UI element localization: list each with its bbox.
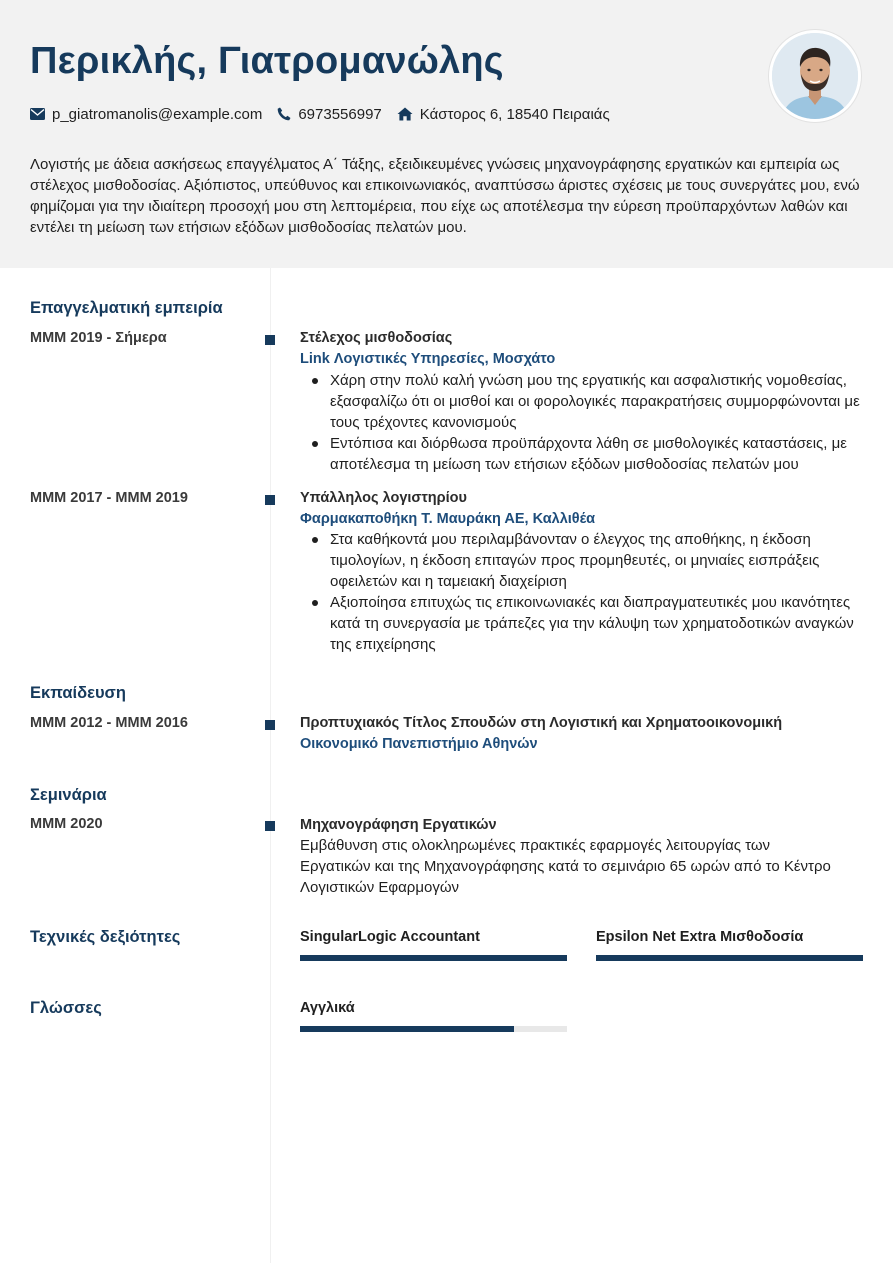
list-item: Στα καθήκοντά μου περιλαμβάνονταν ο έλεγχος της αποθήκης, η έκδοση τιμολογίων, η έκδοση επιταγών προς προμηθευτές, οι μηνιαίες εισπράξεις οφειλετών και η ταμειακή διαχείριση bbox=[300, 529, 866, 592]
avatar bbox=[769, 30, 861, 122]
list-item: Αξιοποίησα επιτυχώς τις επικοινωνιακές και διαπραγματευτικές μου ικανότητες κατά τη συνεργασία με τράπεζες για την κάλυψη των χρηματοδοτικών αναγκών της επιχείρησης bbox=[300, 592, 866, 655]
experience-company: Φαρμακαποθήκη Τ. Μαυράκη ΑΕ, Καλλιθέα bbox=[300, 511, 596, 527]
column-divider bbox=[270, 268, 271, 1263]
timeline-marker bbox=[265, 821, 275, 831]
timeline-marker bbox=[265, 495, 275, 505]
home-icon bbox=[397, 107, 413, 121]
language-name: Αγγλικά bbox=[300, 1000, 355, 1016]
education-school: Οικονομικό Πανεπιστήμιο Αθηνών bbox=[300, 736, 538, 752]
skill-name: Epsilon Net Extra Μισθοδοσία bbox=[596, 929, 804, 945]
experience-role: Υπάλληλος λογιστηρίου bbox=[300, 490, 467, 506]
list-item: Εντόπισα και διόρθωσα προϋπάρχοντα λάθη σε μισθολογικές καταστάσεις, με αποτέλεσμα τη μείωση των ετήσιων εξόδων μισθοδοσίας πελατών μου bbox=[300, 433, 866, 475]
section-title-experience: Επαγγελματική εμπειρία bbox=[30, 299, 223, 317]
contact-address bbox=[397, 106, 610, 123]
experience-date: ΜΜΜ 2019 - Σήμερα bbox=[30, 330, 167, 346]
phone-text[interactable]: 6973556997 bbox=[298, 105, 382, 123]
skill-level-fill bbox=[596, 955, 863, 961]
timeline-marker bbox=[265, 335, 275, 345]
education-date: ΜΜΜ 2012 - ΜΜΜ 2016 bbox=[30, 715, 188, 731]
email-text[interactable]: p_giatromanolis@example.com bbox=[52, 105, 263, 123]
skill-level-fill bbox=[300, 955, 567, 961]
experience-bullets bbox=[300, 370, 866, 475]
skill-name: SingularLogic Accountant bbox=[300, 929, 480, 945]
section-title-education: Εκπαίδευση bbox=[30, 684, 126, 702]
contact-email bbox=[30, 106, 262, 123]
header bbox=[0, 0, 893, 268]
envelope-icon bbox=[30, 108, 45, 120]
address-text: Κάστορος 6, 18540 Πειραιάς bbox=[419, 105, 610, 123]
education-degree: Προπτυχιακός Τίτλος Σπουδών στη Λογιστική και Χρηματοοικονομική bbox=[300, 715, 783, 731]
section-title-languages: Γλώσσες bbox=[30, 999, 102, 1017]
skill-level-bar bbox=[596, 955, 863, 961]
skill-level-bar bbox=[300, 955, 567, 961]
contact-info bbox=[30, 104, 625, 124]
seminar-description: Εμβάθυνση στις ολοκληρωμένες πρακτικές εφαρμογές λειτουργίας των Εργατικών και της Μηχανογράφησης κατά το σεμινάριο 65 ωρών από το Κέντρο Λογιστικών Εφαρμογών bbox=[300, 837, 831, 896]
experience-role: Στέλεχος μισθοδοσίας bbox=[300, 330, 453, 346]
experience-company: Link Λογιστικές Υπηρεσίες, Μοσχάτο bbox=[300, 351, 556, 367]
seminar-date: ΜΜΜ 2020 bbox=[30, 816, 103, 832]
person-name: Περικλής, Γιατρομανώλης bbox=[30, 40, 504, 82]
experience-bullets bbox=[300, 529, 866, 655]
section-title-skills: Τεχνικές δεξιότητες bbox=[30, 928, 181, 946]
language-level-fill bbox=[300, 1026, 514, 1032]
phone-icon bbox=[277, 107, 291, 121]
language-level-bar bbox=[300, 1026, 567, 1032]
list-item: Χάρη στην πολύ καλή γνώση μου της εργατικής και ασφαλιστικής νομοθεσίας, εξασφαλίζω ότι οι μισθοί και οι φορολογικές παρακρατήσεις συμμορφώνονται με τους τρέχοντες κανονισμούς bbox=[300, 370, 866, 433]
timeline-marker bbox=[265, 720, 275, 730]
profile-summary: Λογιστής με άδεια ασκήσεως επαγγέλματος Α΄ Τάξης, εξειδικευμένες γνώσεις μηχανογράφησης εργατικών και εμπειρία ως στέλεχος μισθοδοσίας. Αξιόπιστος, υπεύθυνος και επικοινωνιακός, αναπτύσσω άριστες σχέσεις με τους συνεργάτες μου, ενώ φημίζομαι για την ιδιαίτερη προσοχή μου στη λεπτομέρεια, που είχε ως αποτέλεσμα την εύρεση προϋπαρχόντων λαθών και εντέλει τη μείωση των ετήσιων εξόδων μισθοδοσίας πελατών μου. bbox=[30, 156, 860, 236]
experience-date: ΜΜΜ 2017 - ΜΜΜ 2019 bbox=[30, 490, 188, 506]
seminar-name: Μηχανογράφηση Εργατικών bbox=[300, 817, 497, 833]
contact-phone bbox=[277, 106, 381, 123]
section-title-seminars: Σεμινάρια bbox=[30, 786, 107, 804]
